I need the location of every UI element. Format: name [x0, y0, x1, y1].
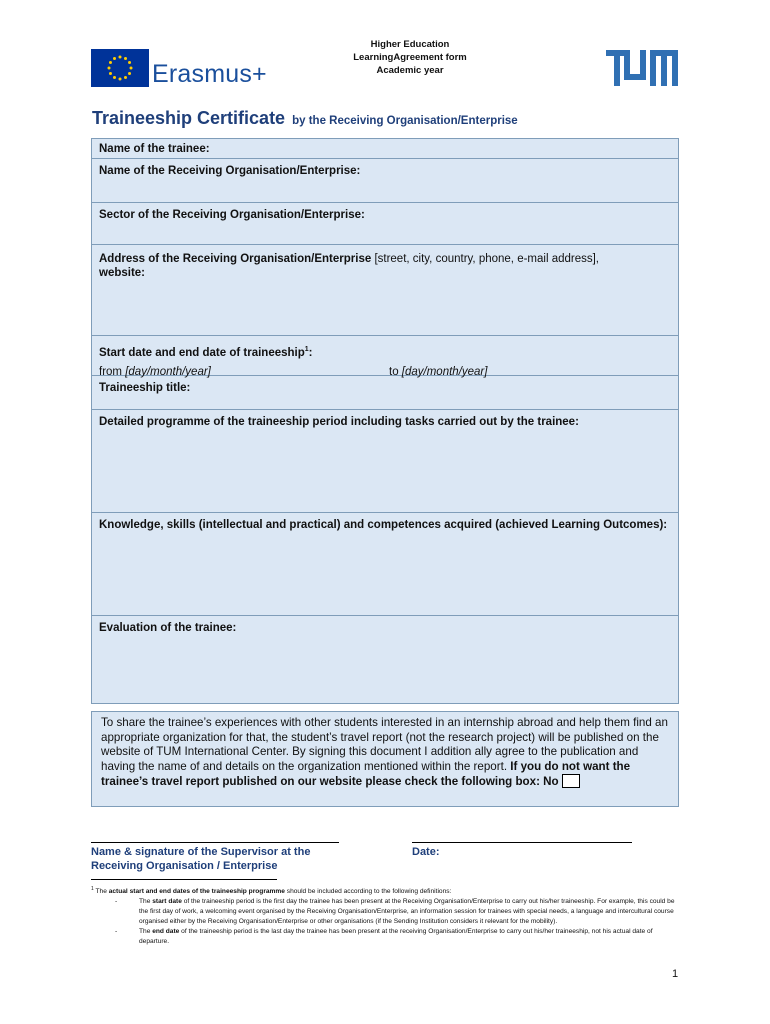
from-label: from [99, 365, 122, 378]
fn2-post: of the traineeship period is the last day the trainee has been present at the receiving Organisation/Enterprise to carry out his/her traineeship, not his actual date of departure. [139, 928, 653, 946]
eu-star-icon [119, 56, 122, 59]
supervisor-signature-label [91, 845, 310, 873]
footnote-end-date: - The end date of the traineeship period is the last day the trainee has been present at the receiving Organisation/Enterprise to carry out his/her traineeship, not his actual date of departure. [115, 928, 653, 946]
eu-star-icon [119, 78, 122, 81]
erasmus-logo-text: Erasmus+ [152, 60, 267, 88]
eu-star-icon [130, 67, 133, 70]
consent-text: To share the trainee’s experiences with other students interested in an internship abroad and help them find an appropriate organization for that, the student’s travel report (not the research project) will be published on the website of TUM International Center. By signing this document I addition ally agree to the publication and having the name of and details on the organization mentioned within the report. [101, 716, 668, 773]
footnote-start-date: - The start date of the traineeship period is the first day the trainee has been present at the Receiving Organisation/Enterprise to carry out his/her traineeship. For example, this could be the first day of work, a welcoming event organised by the Receiving Organisation/Enterprise, an information session for trainees with special needs, a language and intercultural course organised either by the Receiving Organisation/Enterprise or other organisations (if the Sending Institution considers it relevant for the mobility). [115, 898, 675, 926]
travel-report-consent [91, 711, 679, 807]
eu-star-icon [124, 57, 127, 60]
sector-field[interactable] [92, 203, 678, 245]
sector-label: Sector of the Receiving Organisation/Enterprise: [99, 209, 365, 221]
footnote-number: 1 [91, 886, 94, 892]
eu-star-icon [109, 72, 112, 75]
address-hint: [street, city, country, phone, e-mail address], [374, 253, 599, 265]
eu-star-icon [113, 76, 116, 79]
tum-logo [606, 50, 678, 86]
footnote-intro-post: should be included according to the following definitions: [284, 888, 452, 896]
eu-flag-logo [91, 49, 149, 87]
from-date-hint: [day/month/year] [125, 365, 211, 378]
supervisor-label-line-2: Receiving Organisation / Enterprise [91, 860, 278, 872]
date-label: Date: [412, 846, 440, 858]
header-line-1: Higher Education [370, 39, 450, 50]
page-number: 1 [672, 968, 679, 980]
title-main: Traineeship Certificate [92, 108, 286, 128]
website-label: website: [99, 267, 146, 279]
footnote-intro-bold: actual start and end dates of the traineeship programme [108, 888, 285, 896]
fn2-pre: The [139, 928, 153, 936]
supervisor-signature-line[interactable] [91, 842, 339, 843]
evaluation-field[interactable] [92, 616, 678, 703]
eu-star-icon [128, 61, 131, 64]
programme-label: Detailed programme of the traineeship period including tasks carried out by the trainee: [99, 416, 579, 428]
knowledge-field[interactable] [92, 513, 678, 616]
certificate-form [91, 138, 679, 704]
address-label: Address of the Receiving Organisation/Enterprise [99, 253, 372, 265]
fn1-pre: The [139, 898, 153, 906]
no-publish-checkbox[interactable] [562, 774, 580, 788]
eu-star-icon [124, 76, 127, 79]
supervisor-label-line-1: Name & signature of the Supervisor at the [91, 846, 311, 858]
dates-footnote-ref: 1 [304, 346, 309, 353]
trainee-name-label: Name of the trainee: [99, 143, 210, 155]
trainee-name-field[interactable] [92, 139, 678, 159]
form-header [300, 38, 520, 77]
header-line-2: LearningAgreement form [353, 52, 467, 63]
fn1-bold: start date [152, 898, 182, 906]
org-name-field[interactable] [92, 159, 678, 203]
eu-star-icon [113, 57, 116, 60]
dates-label: Start date and end date of traineeship [99, 346, 305, 359]
page-title [92, 108, 518, 129]
fn2-bold: end date [152, 928, 180, 936]
footnote-rule [91, 879, 277, 880]
eu-star-icon [108, 67, 111, 70]
eu-star-icon [109, 61, 112, 64]
to-label: to [389, 365, 399, 378]
to-date-hint: [day/month/year] [401, 365, 488, 378]
dates-colon: : [308, 346, 313, 359]
traineeship-title-label: Traineeship title: [99, 382, 191, 394]
eu-star-icon [128, 72, 131, 75]
address-field[interactable] [92, 245, 678, 336]
footnote-intro [91, 884, 679, 897]
fn1-post: of the traineeship period is the first day the trainee has been present at the Receiving Organisation/Enterprise to carry out his/her traineeship. For example, this could be the first day of work, a welcoming event organised by the Receiving Organisation/Enterprise, an information session for trainees with special needs, a language and intercultural course organised either by the Receiving Organisation/Enterprise or other organisations (if the Sending Institution considers it relevant for the mobility). [139, 898, 675, 926]
org-name-label: Name of the Receiving Organisation/Enterprise: [99, 165, 361, 177]
programme-field[interactable] [92, 410, 678, 513]
date-signature-line[interactable] [412, 842, 632, 843]
traineeship-title-field[interactable] [92, 376, 678, 410]
knowledge-label: Knowledge, skills (intellectual and practical) and competences acquired (achieved Learning Outcomes): [99, 519, 668, 531]
footnote [91, 884, 679, 947]
consent-opt-out-text: If you do not want the trainee’s travel report published on our website please check the following box: No [101, 759, 631, 789]
header-line-3: Academic year [376, 65, 444, 76]
dates-field[interactable] [92, 336, 678, 376]
title-sub: by the Receiving Organisation/Enterprise [292, 115, 518, 127]
evaluation-label: Evaluation of the trainee: [99, 622, 237, 634]
footnote-intro-pre: The [95, 888, 109, 896]
